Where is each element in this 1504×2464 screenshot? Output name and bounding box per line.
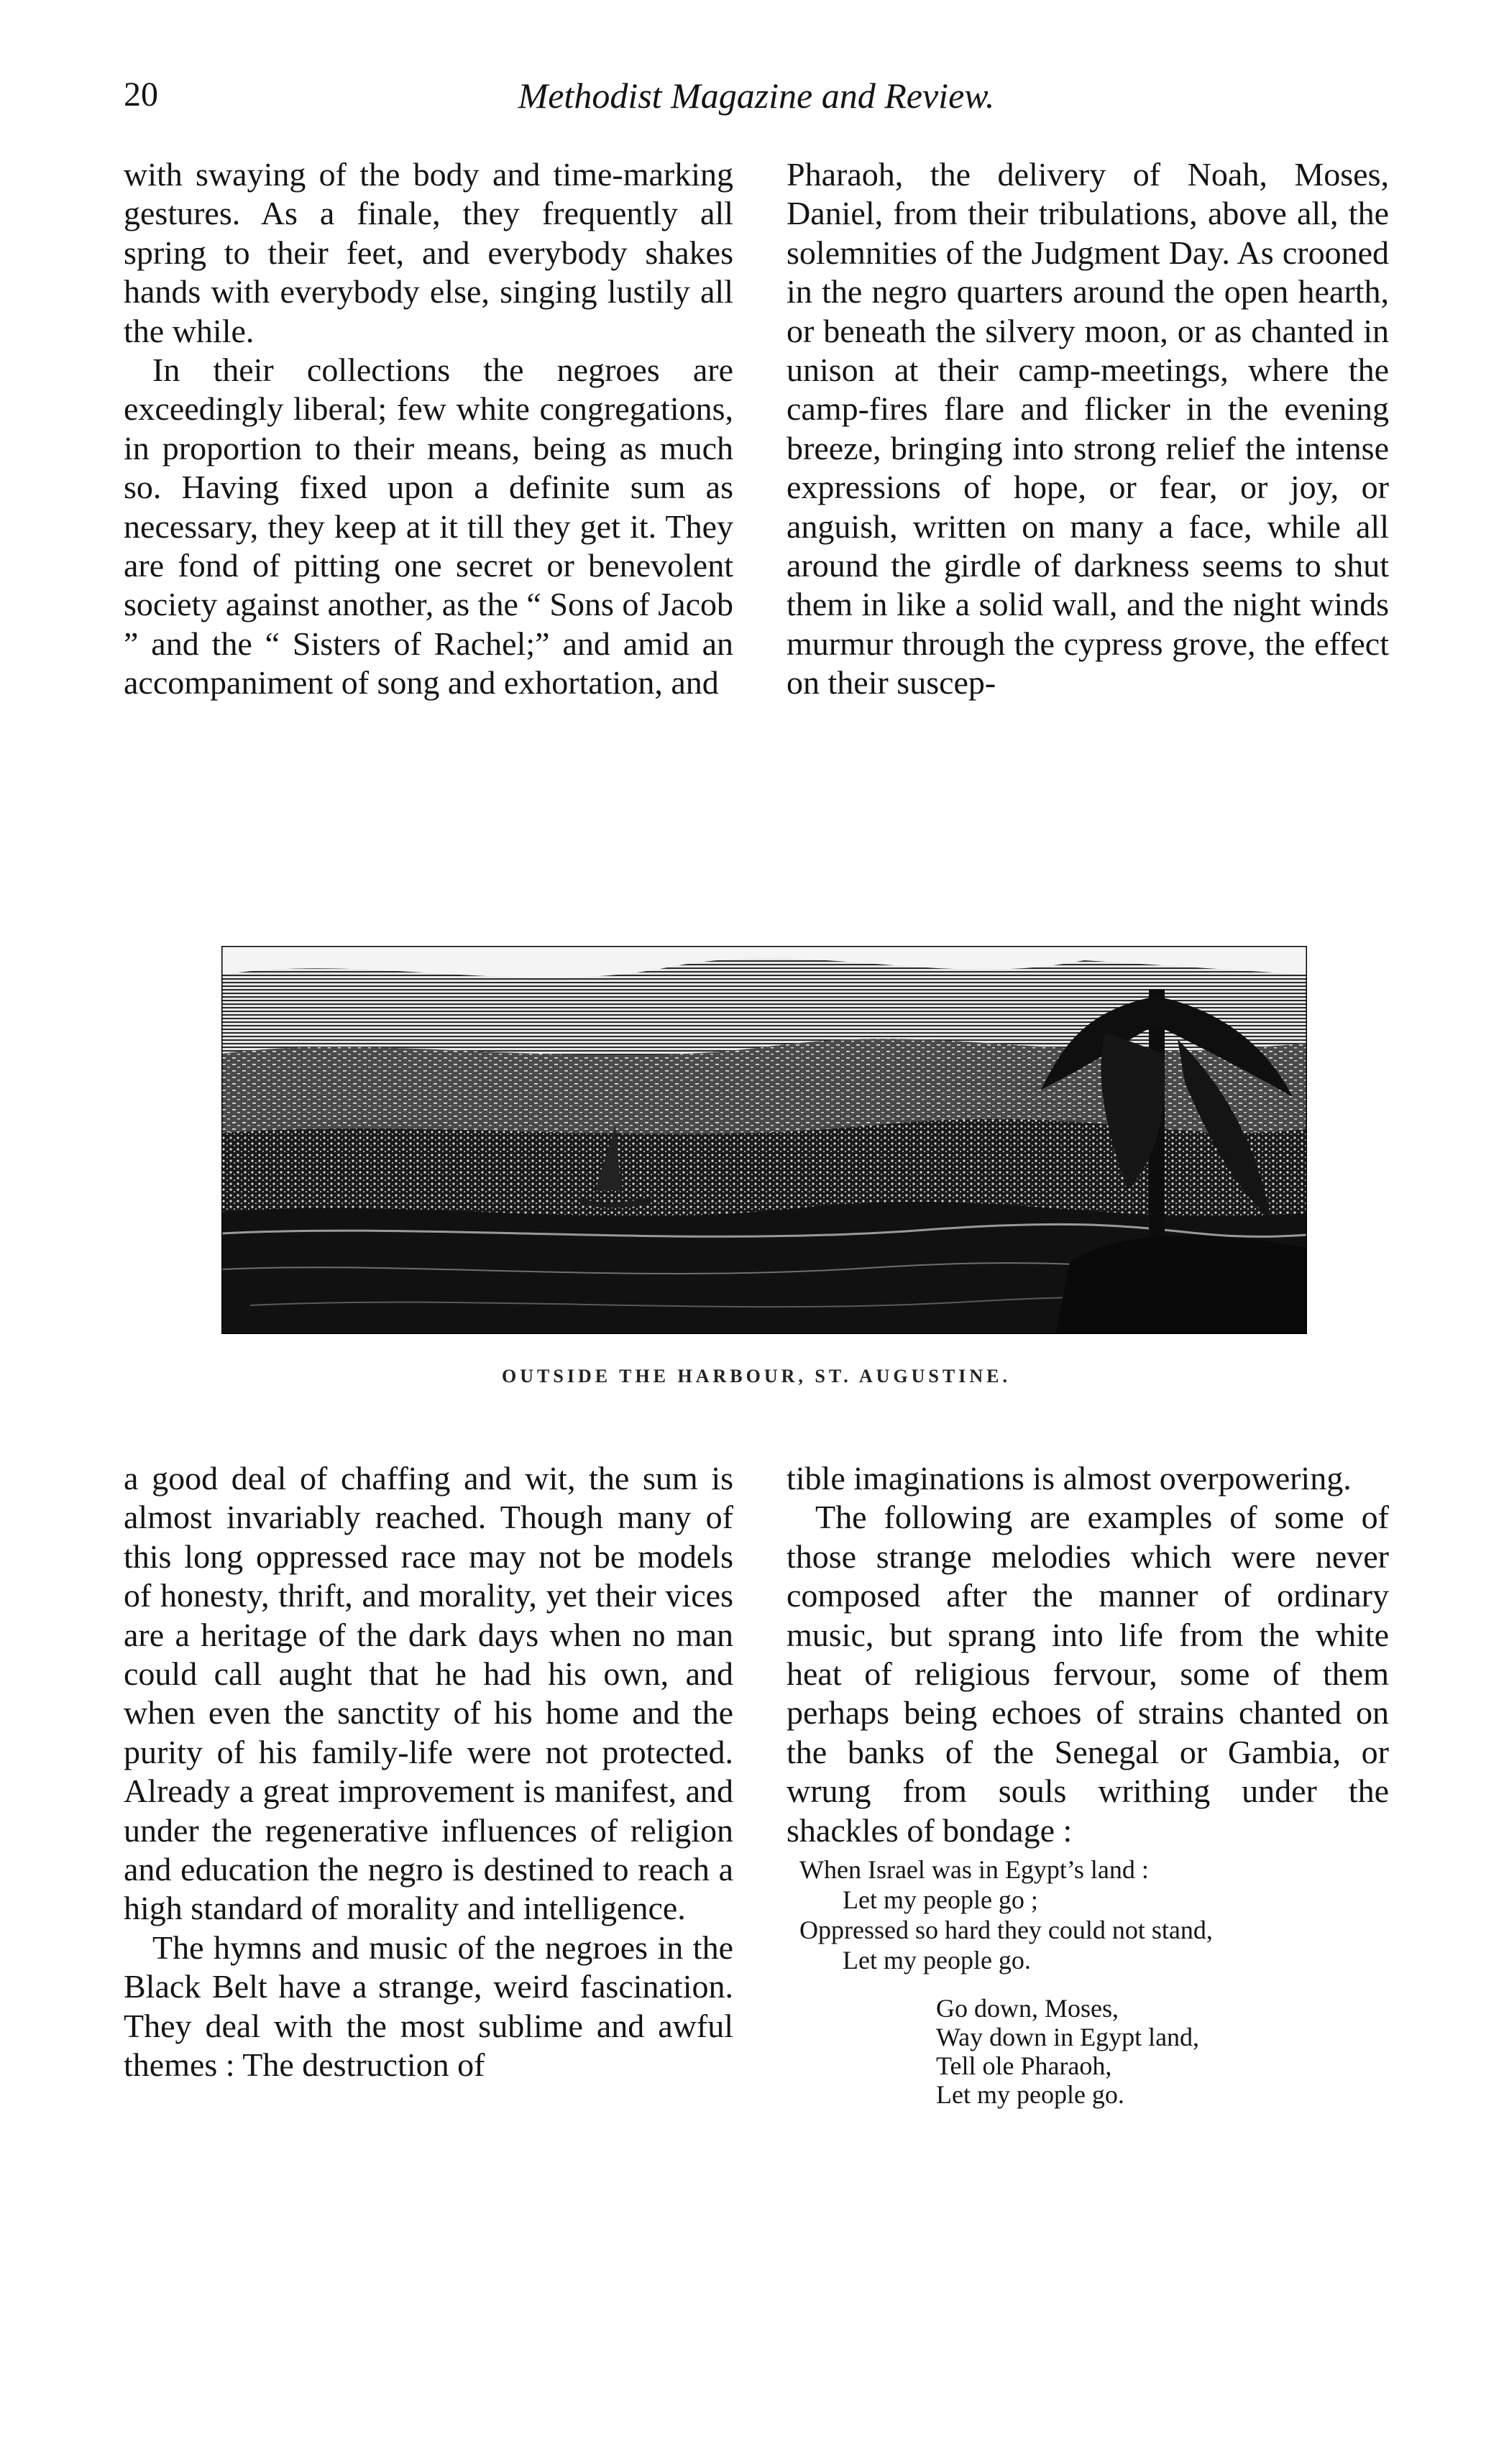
paragraph: with swaying of the body and time-marking gestures. As a finale, they frequently all spring to their feet, and everybody shakes hands with everybody else, singing lustily all the while.: [124, 156, 733, 349]
illustration-caption: OUTSIDE THE HARBOUR, ST. AUGUSTINE.: [502, 1366, 1011, 1387]
chorus-line: Let my people go.: [936, 2080, 1124, 2109]
paragraph: The hymns and music of the negroes in the Black Belt have a strange, weird fascination. They deal with the most sublime and awful themes : The destruction of: [124, 1929, 733, 2084]
paragraph: The following are examples of some of those strange melodies which were never composed after the manner of ordinary music, but sprang into life from the white heat of religious fervour, some of them perhaps being echoes of strains chanted on the banks of the Senegal or Gambia, or wrung from souls writhing under the shackles of bondage :: [787, 1499, 1389, 1849]
song-verse: [799, 1854, 1389, 1975]
text-column-bottom-right: [787, 1459, 1389, 1850]
running-head: [124, 75, 1389, 125]
chorus-line: Tell ole Pharaoh,: [936, 2051, 1112, 2080]
spiritual-lyrics: [799, 1854, 1389, 2109]
harbour-engraving: [221, 946, 1307, 1334]
verse-line: Let my people go ;: [843, 1885, 1038, 1914]
paragraph: tible imaginations is almost overpowering.: [787, 1460, 1352, 1497]
page-number: 20: [124, 75, 158, 114]
verse-line: Let my people go.: [843, 1946, 1031, 1975]
paragraph: Pharaoh, the delivery of Noah, Moses, Daniel, from their tribulations, above all, the solemnities of the Judgment Day. As crooned in the negro quarters around the open hearth, or beneath the silvery moon, or as chanted in unison at their camp-meetings, where the camp-fires flare and flicker in the evening breeze, bringing into strong relief the intense expressions of hope, or fear, or joy, or anguish, written on many a face, while all around the girdle of darkness seems to shut them in like a solid wall, and the night winds murmur through the cypress grove, the effect on their suscep-: [787, 156, 1389, 702]
verse-line: Oppressed so hard they could not stand,: [799, 1916, 1213, 1944]
journal-title: Methodist Magazine and Review.: [518, 75, 995, 116]
verse-line: When Israel was in Egypt’s land :: [799, 1855, 1149, 1884]
text-column-bottom-left: [124, 1459, 733, 2085]
text-column-top-left: [124, 155, 733, 703]
song-chorus: [799, 1994, 1389, 2109]
chorus-line: Way down in Egypt land,: [936, 2023, 1200, 2051]
chorus-line: Go down, Moses,: [936, 1994, 1119, 2023]
engraving-image: [221, 946, 1307, 1334]
text-column-top-right: [787, 155, 1389, 703]
paragraph: a good deal of chaffing and wit, the sum is almost invariably reached. Though many of this long oppressed race may not be models of honesty, thrift, and morality, yet their vices are a heritage of the dark days when no man could call aught that he had his own, and when even the sanctity of his home and the purity of his family-life were not protected. Already a great improvement is manifest, and under the regenerative influences of religion and education the negro is destined to reach a high standard of morality and intelligence.: [124, 1460, 733, 1927]
paragraph: In their collections the negroes are exceedingly liberal; few white congregations, in proportion to their means, being as much so. Having fixed upon a definite sum as necessary, they keep at it till they get it. They are fond of pitting one secret or benevolent society against another, as the “ Sons of Jacob ” and the “ Sisters of Rachel;” and amid an accompaniment of song and exhortation, and: [124, 351, 733, 702]
